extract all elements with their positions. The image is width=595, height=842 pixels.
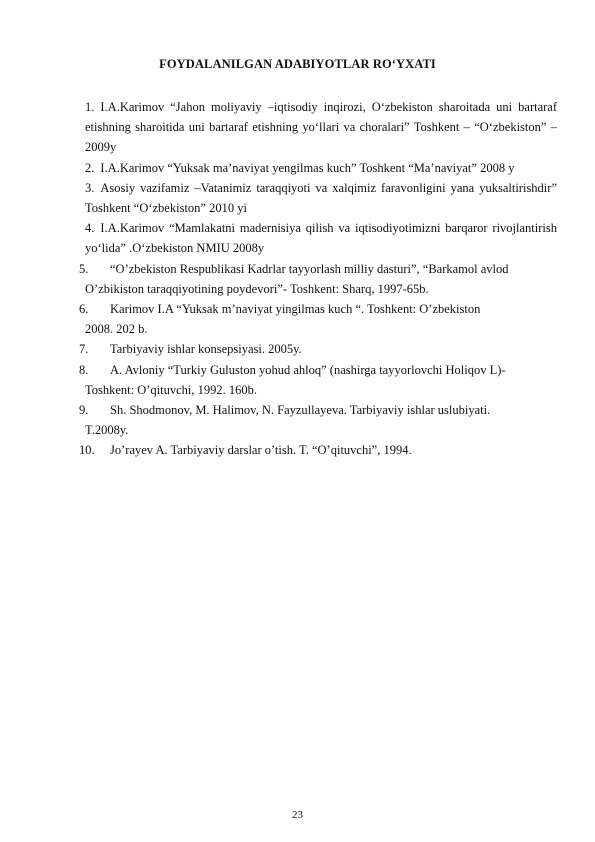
reference-text-line-1: Sh. Shodmonov, M. Halimov, N. Fayzullayeva. Tarbiyaviy ishlar uslubiyati. [110,403,491,418]
reference-number: 10. [79,443,95,458]
reference-number: 9. [79,403,89,418]
page-number: 23 [292,809,303,821]
reference-text-line-1: A. Avloniy “Turkiy Guluston yohud ahloq” (nashirga tayyorlovchi Holiqov L)- [110,362,506,377]
reference-number: 2. [85,160,95,175]
reference-number: 6. [79,302,89,317]
reference-item-1 [85,97,557,158]
reference-number: 8. [79,362,89,377]
reference-text: I.A.Karimov “Mamlakatni madernisiya qilish va iqtisodiyotimizni barqaror rivojlantirish yo‘lida” .O‘zbekiston NMIU 2008y [85,221,557,256]
reference-list [79,97,557,461]
reference-text-line-2: Toshkent: O’qituvchi, 1992. 160b. [85,382,258,397]
reference-item-6 [79,299,557,339]
reference-text: I.A.Karimov “Jahon moliyaviy –iqtisodiy inqirozi, O‘zbekiston sharoitada uni bartaraf etishning sharoitida uni bartaraf etishning yo‘llari va choralari” Toshkent – “O‘zbekiston” – 2009y [85,100,557,155]
reference-text-line-2: T.2008y. [85,423,129,438]
reference-text-line-2: O’zbikiston taraqqiyotining poydevori”- Toshkent: Sharq, 1997-65b. [85,281,429,296]
reference-text-line-2: 2008. 202 b. [85,322,148,337]
reference-number: 7. [79,342,89,357]
reference-text-line-1: “O’zbekiston Respublikasi Kadrlar tayyorlash milliy dasturi”, “Barkamol avlod [110,261,509,276]
page-title: FOYDALANILGAN ADABIYOTLAR RO‘YXATI [159,57,436,71]
reference-item-7 [79,339,557,359]
reference-text-line-1: Karimov I.A “Yuksak m’naviyat yingilmas kuch “. Toshkent: O’zbekiston [110,302,481,317]
reference-number: 1. [85,100,95,114]
reference-item-9 [79,400,557,440]
reference-number: 5. [79,261,89,276]
reference-item-3 [85,178,557,218]
reference-item-4 [85,218,557,258]
reference-text: I.A.Karimov “Yuksak ma’naviyat yengilmas kuch” Toshkent “Ma’naviyat” 2008 y [100,160,515,175]
reference-number: 3. [85,180,95,195]
reference-text-line-1: Tarbiyaviy ishlar konsepsiyasi. 2005y. [110,342,302,357]
reference-number: 4. [85,221,95,236]
reference-item-10 [79,440,557,460]
reference-text: Asosiy vazifamiz –Vatanimiz taraqqiyoti va xalqimiz faravonligini yana yuksaltirishdir” Toshkent “O‘zbekiston” 2010 yi [85,180,557,216]
reference-item-5 [79,259,557,299]
reference-item-2 [85,158,557,178]
reference-item-8 [79,360,557,400]
reference-text-line-1: Jo’rayev A. Tarbiyaviy darslar o’tish. T. “O’qituvchi”, 1994. [110,443,412,458]
